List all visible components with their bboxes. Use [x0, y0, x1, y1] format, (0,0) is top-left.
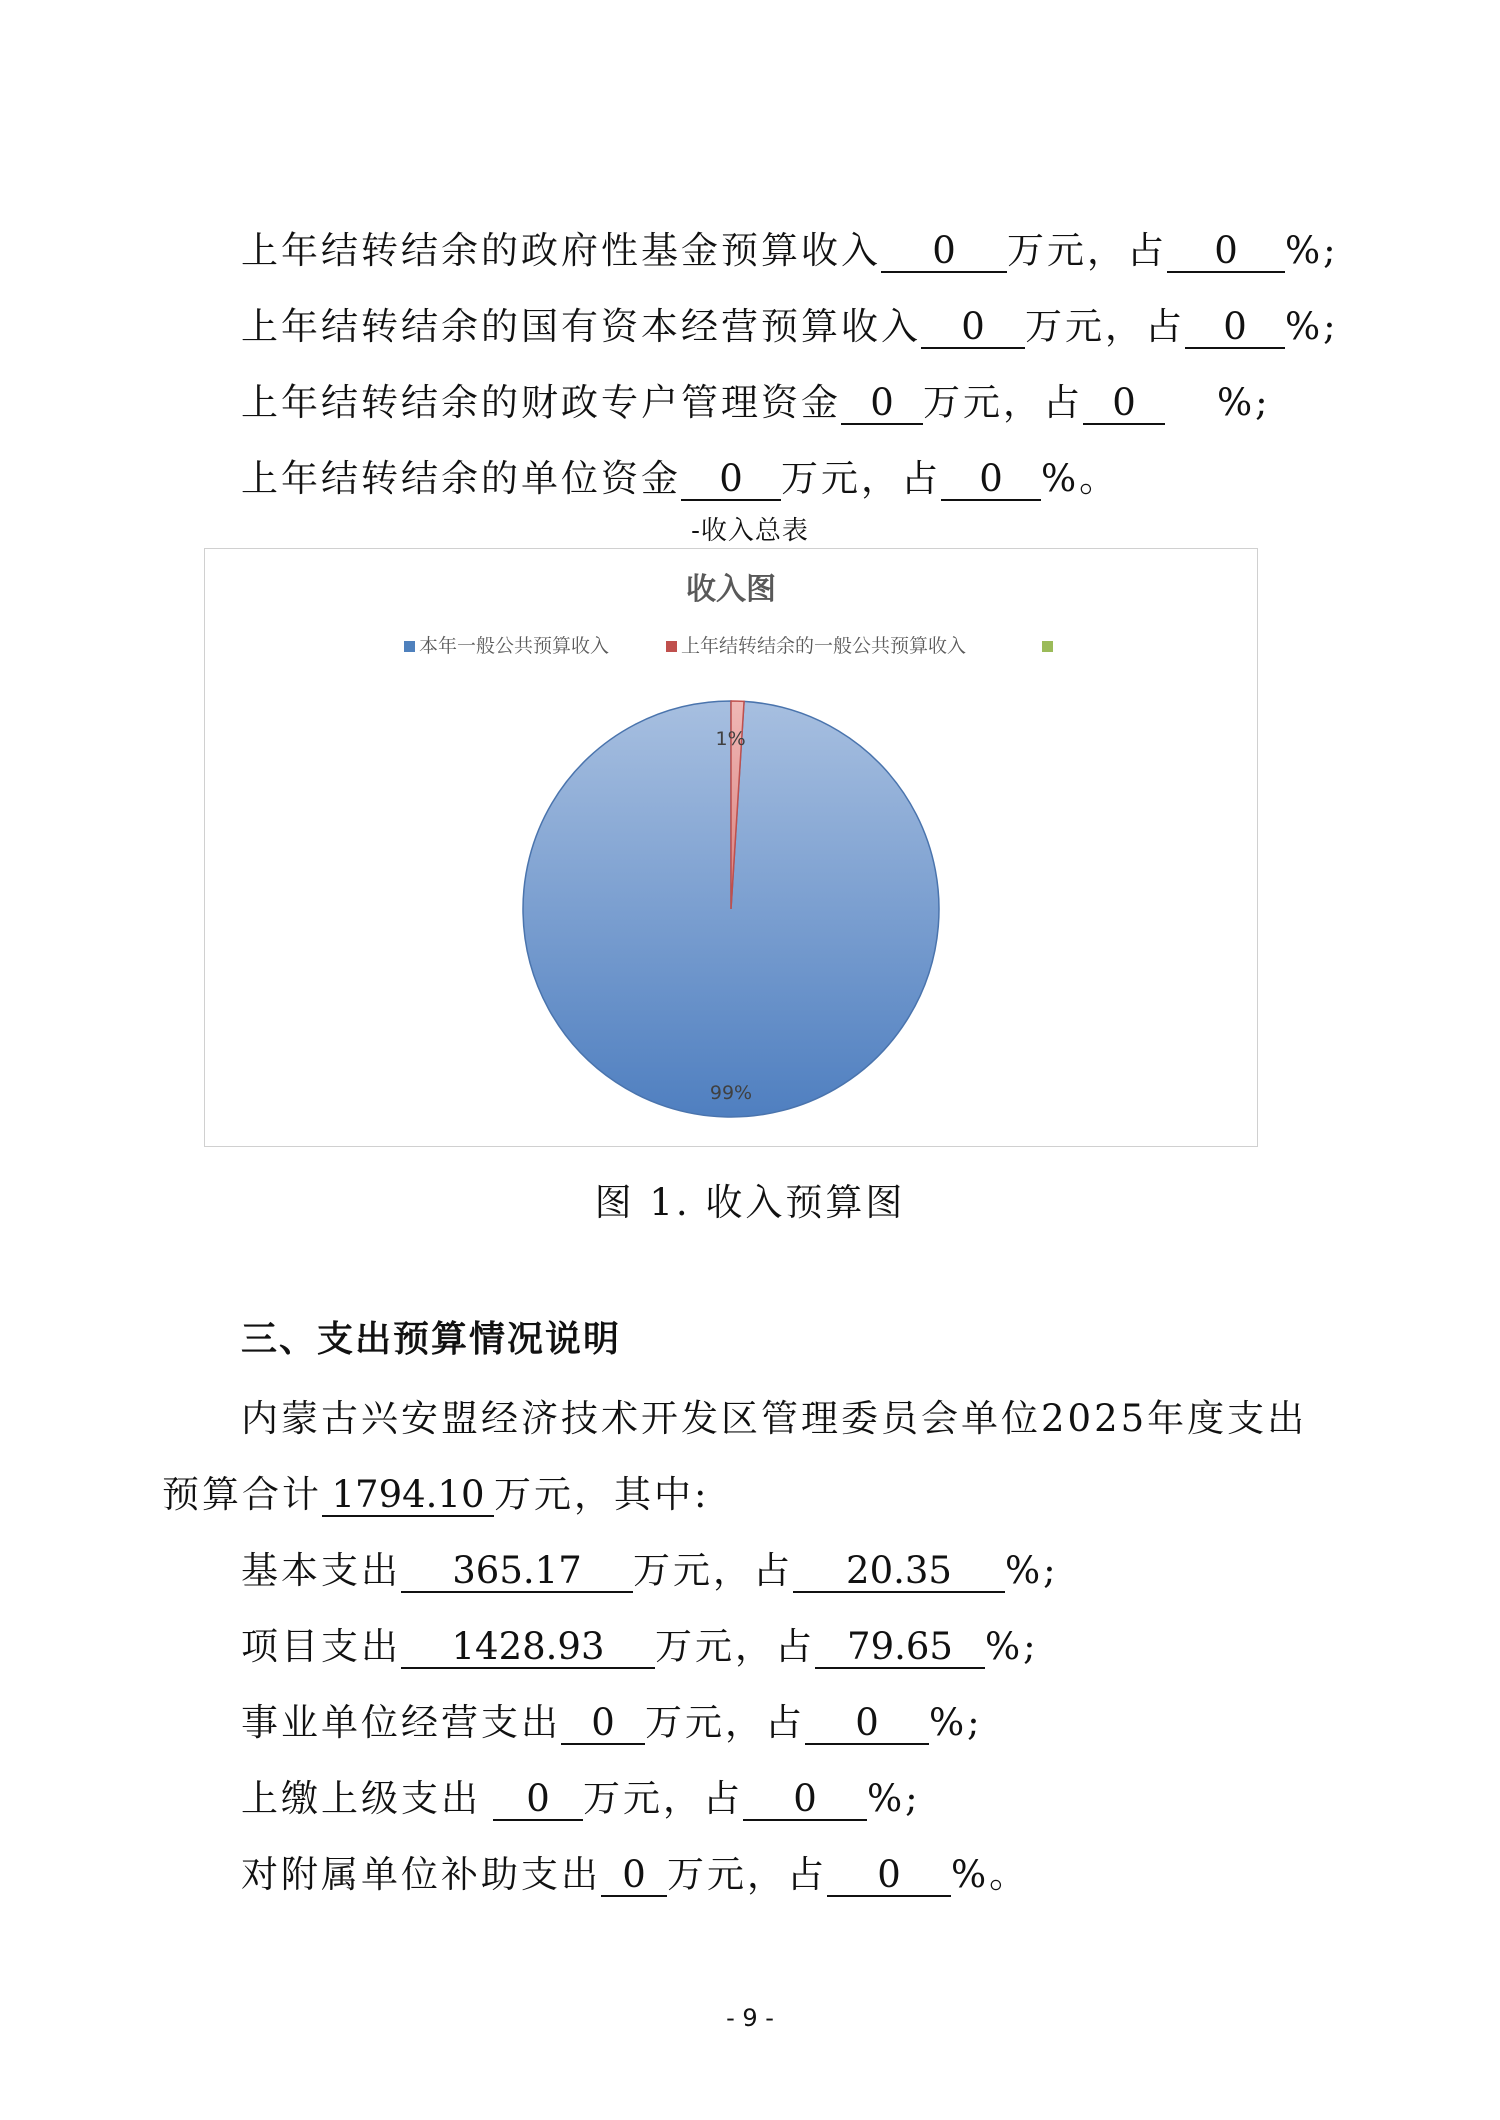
blank-percent: 79.65: [815, 1628, 985, 1669]
line-state-capital: [241, 305, 1339, 349]
line-project-expense: [241, 1625, 1039, 1669]
legend-label-carryover: 上年结转结余的一般公共预算收入: [681, 635, 967, 657]
blank-value: 365.17: [401, 1552, 633, 1593]
line-mid: 万元，占: [1025, 305, 1185, 348]
line-prefix: 上年结转结余的政府性基金预算收入: [241, 229, 881, 272]
chart-title: 收入图: [686, 572, 776, 607]
blank-value: 0: [841, 384, 923, 425]
blank-percent: 0: [805, 1704, 929, 1745]
table-caption: -收入总表: [691, 516, 809, 546]
blank-value: 0: [493, 1780, 583, 1821]
blank-percent: 0: [941, 460, 1041, 501]
pie-chart-svg: [205, 549, 1257, 1146]
line-mid: 万元，占: [633, 1549, 793, 1592]
line-prefix: 对附属单位补助支出: [241, 1853, 601, 1896]
line-prefix: 上年结转结余的财政专户管理资金: [241, 381, 841, 424]
blank-percent: 0: [743, 1780, 867, 1821]
intro-line-2: [162, 1473, 710, 1517]
line-prefix: 上年结转结余的国有资本经营预算收入: [241, 305, 921, 348]
blank-value: 0: [921, 308, 1025, 349]
line-remit-superior: [241, 1777, 921, 1821]
blank-percent: 0: [1185, 308, 1285, 349]
blank-value: 0: [601, 1856, 667, 1897]
line-suffix: %;: [1217, 381, 1271, 424]
line-suffix: %;: [985, 1625, 1039, 1668]
legend-swatch-carryover: [666, 641, 677, 652]
line-mid: 万元，占: [583, 1777, 743, 1820]
line-basic-expense: [241, 1549, 1059, 1593]
blank-percent: 0: [827, 1856, 951, 1897]
line-prefix: 基本支出: [241, 1549, 401, 1592]
line-suffix: %。: [1041, 457, 1120, 500]
line-mid: 万元，占: [923, 381, 1083, 424]
line-suffix: %;: [867, 1777, 921, 1820]
blank-value: 1428.93: [401, 1628, 655, 1669]
line-operating-expense: [241, 1701, 983, 1745]
blank-percent: 0: [1083, 384, 1165, 425]
line-mid: 万元，占: [645, 1701, 805, 1744]
line-subsidiary-subsidy: [241, 1853, 1030, 1897]
line-suffix: %;: [929, 1701, 983, 1744]
figure-caption: 图 1. 收入预算图: [594, 1181, 906, 1224]
blank-percent: 20.35: [793, 1552, 1005, 1593]
line-prefix: 上缴上级支出: [241, 1777, 481, 1820]
line-mid: 万元，占: [655, 1625, 815, 1668]
line-suffix: %;: [1005, 1549, 1059, 1592]
blank-value: 0: [881, 232, 1007, 273]
legend-swatch-current-year: [404, 641, 415, 652]
line-prefix: 项目支出: [241, 1625, 401, 1668]
pie-label-0: 99%: [709, 1082, 753, 1104]
intro-line-1: 内蒙古兴安盟经济技术开发区管理委员会单位2025年度支出: [241, 1397, 1308, 1440]
intro-prefix: 预算合计: [162, 1473, 322, 1516]
line-prefix: 事业单位经营支出: [241, 1701, 561, 1744]
page-number: - 9 -: [726, 2004, 774, 2032]
intro-suffix: 万元，其中:: [494, 1473, 710, 1516]
line-suffix: %;: [1285, 229, 1339, 272]
legend-label-current-year: 本年一般公共预算收入: [419, 635, 610, 657]
blank-value: 0: [561, 1704, 645, 1745]
chart-legend: [404, 635, 1053, 657]
total-budget-value: 1794.10: [322, 1476, 494, 1517]
section-heading: 三、支出预算情况说明: [241, 1319, 622, 1360]
pie-label-1: 1%: [715, 728, 746, 751]
line-mid: 万元，占: [667, 1853, 827, 1896]
blank-percent: 0: [1167, 232, 1285, 273]
pie-slices: [523, 701, 939, 1117]
line-suffix: %。: [951, 1853, 1030, 1896]
line-mid: 万元，占: [781, 457, 941, 500]
line-unit-fund: [241, 457, 1120, 501]
line-mid: 万元，占: [1007, 229, 1167, 272]
income-pie-chart: [204, 548, 1258, 1147]
line-special-account: [241, 381, 1271, 425]
line-prefix: 上年结转结余的单位资金: [241, 457, 681, 500]
blank-value: 0: [681, 460, 781, 501]
line-gov-fund: [241, 229, 1339, 273]
line-suffix: %;: [1285, 305, 1339, 348]
legend-swatch-other: [1042, 641, 1053, 652]
